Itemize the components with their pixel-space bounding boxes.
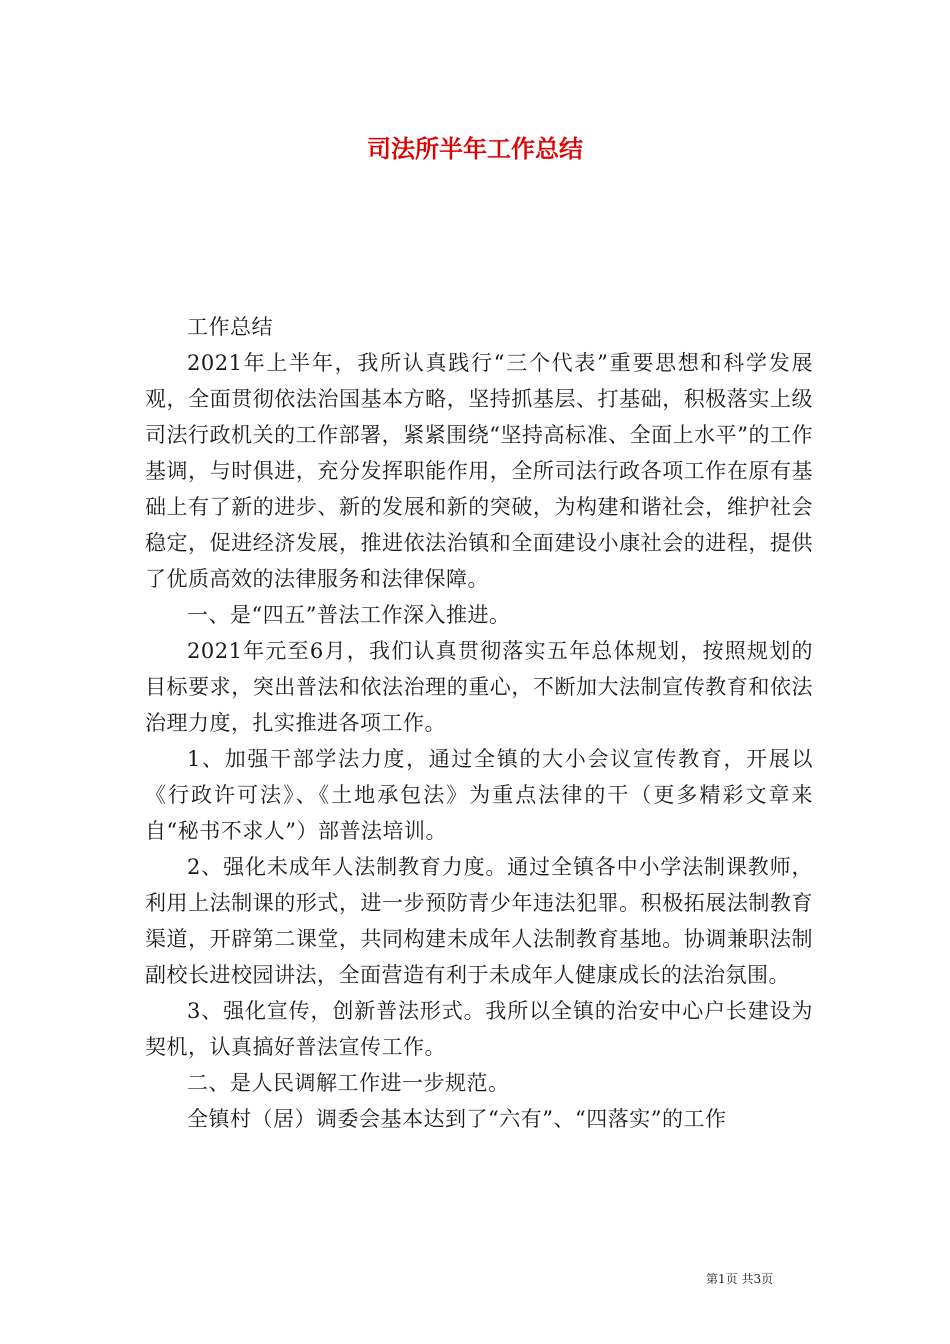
document-body (145, 309, 813, 1137)
paragraph: 3、强化宣传，创新普法形式。我所以全镇的治安中心户长建设为契机，认真搞好普法宣传工作。 (145, 999, 813, 1059)
section-heading: 一、是“四五”普法工作深入推进。 (187, 603, 511, 627)
paragraph: 2、强化未成年人法制教育力度。通过全镇各中小学法制课教师，利用上法制课的形式，进一步预防青少年违法犯罪。积极拓展法制教育渠道，开辟第二课堂，共同构建未成年人法制教育基地。协调兼职法制副校长进校园讲法，全面营造有利于未成年人健康成长的法治氛围。 (145, 855, 813, 987)
paragraph: 1、加强干部学法力度，通过全镇的大小会议宣传教育，开展以《行政许可法》、《土地承包法》为重点法律的干（更多精彩文章来自“秘书不求人”）部普法培训。 (145, 747, 813, 843)
section-heading: 工作总结 (187, 315, 273, 339)
section-heading: 二、是人民调解工作进一步规范。 (187, 1071, 510, 1095)
paragraph: 全镇村（居）调委会基本达到了“六有”、“四落实”的工作 (187, 1107, 727, 1131)
paragraph: 2021年元至6月，我们认真贯彻落实五年总体规划，按照规划的目标要求，突出普法和依法治理的重心，不断加大法制宣传教育和依法治理力度，扎实推进各项工作。 (145, 639, 813, 735)
document-title: 司法所半年工作总结 (367, 135, 583, 163)
page-number-footer: 第1页 共3页 (706, 1272, 774, 1286)
paragraph: 2021年上半年，我所认真践行“三个代表”重要思想和科学发展观，全面贯彻依法治国基本方略，坚持抓基层、打基础，积极落实上级司法行政机关的工作部署，紧紧围绕“坚持高标准、全面上水平”的工作基调，与时俱进，充分发挥职能作用，全所司法行政各项工作在原有基础上有了新的进步、新的发展和新的突破，为构建和谐社会，维护社会稳定，促进经济发展，推进依法治镇和全面建设小康社会的进程，提供了优质高效的法律服务和法律保障。 (145, 351, 813, 591)
